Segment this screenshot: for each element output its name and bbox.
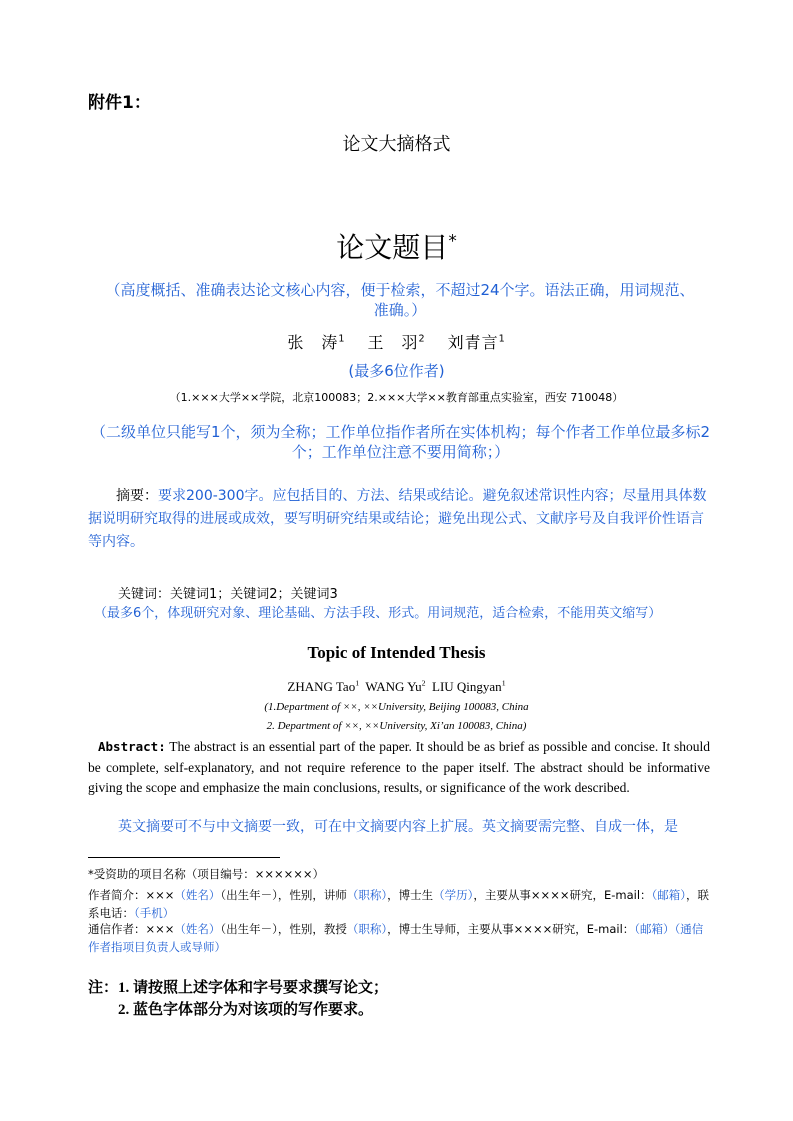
author-list xyxy=(0,330,793,353)
english-author-affil-mark: 2 xyxy=(421,678,426,688)
english-abstract-text: The abstract is an essential part of the paper. It should be as brief as possible and concise. It should be complete, self-explanatory, and not require reference to the paper itself. The abstract should be informative giving the scope and emphasize the main conclusions, results, or significance of the work described. xyxy=(88,739,710,795)
footnote-requirement: （职称） xyxy=(346,888,388,902)
footnote-text: ，联系电话： xyxy=(88,888,710,920)
note-line-1: 注：1. 请按照上述字体和字号要求撰写论文； xyxy=(88,980,389,996)
english-author-name: ZHANG Tao xyxy=(287,679,356,694)
abstract-requirement: 要求200-300字。应包括目的、方法、结果或结论。避免叙述常识性内容；尽量用具体数据说明研究取得的进展或成效，要写明研究结果或结论；避免出现公式、文献序号及自我评价性语言等内容。 xyxy=(88,488,707,550)
footnote-text: ，博士生导师，主要从事××××研究，E-mail： xyxy=(387,922,635,936)
footnote-requirement: （邮箱） xyxy=(651,888,687,902)
paper-title-text: 论文题目 xyxy=(336,231,449,264)
author-affil-mark: 1 xyxy=(498,333,506,345)
english-author-affil-mark: 1 xyxy=(501,678,506,688)
fund-footnote: *受资助的项目名称（项目编号：××××××） xyxy=(88,867,325,881)
english-affiliation-2: 2. Department of ××, ××University, Xi’an 100083, China) xyxy=(266,720,527,732)
footnote-text: 通信作者：××× xyxy=(88,922,175,936)
author-requirement-note: (最多6位作者) xyxy=(348,362,445,380)
author-affil-mark: 1 xyxy=(338,333,346,345)
author-intro-footnote xyxy=(88,886,713,922)
footnote-requirement: （职称） xyxy=(346,922,388,936)
english-author-list xyxy=(0,679,793,695)
footnote-requirement: （学历） xyxy=(433,888,474,902)
english-author-name: LIU Qingyan xyxy=(432,679,502,694)
english-affiliation-1: (1.Department of ××, ××University, Beijing 100083, China xyxy=(264,701,529,713)
keywords-label: 关键词： xyxy=(118,587,171,602)
footnote-text: （出生年－），性别，教授 xyxy=(220,922,347,936)
footnote-requirement: （姓名） xyxy=(174,922,221,936)
abstract-label: 摘要： xyxy=(116,488,158,504)
footnote-requirement: （通信作者指项目负责人或导师） xyxy=(88,922,704,954)
affiliation-line: （1.×××大学××学院，北京100083；2.×××大学××教育部重点实验室，西安 710048） xyxy=(169,391,624,404)
footnote-requirement: （邮箱） xyxy=(634,922,675,936)
footnote-requirement: （手机） xyxy=(134,906,175,920)
footnote-text: （出生年－），性别，讲师 xyxy=(220,888,347,902)
keywords-text: 关键词1；关键词2；关键词3 xyxy=(170,587,338,602)
author-affil-mark: 2 xyxy=(418,333,426,345)
footnote-text: ，博士生 xyxy=(387,888,434,902)
english-title: Topic of Intended Thesis xyxy=(307,643,486,662)
footnote-requirement: （姓名） xyxy=(174,888,221,902)
english-abstract-requirement-note: 英文摘要可不与中文摘要一致，可在中文摘要内容上扩展。英文摘要需完整、自成一体，是 xyxy=(118,819,678,835)
title-footnote-mark: * xyxy=(448,230,457,251)
paper-title xyxy=(0,226,793,266)
affiliation-requirement-note: （二级单位只能写1个，须为全称；工作单位指作者所在实体机构；每个作者工作单位最多标2个；工作单位注意不要用简称；） xyxy=(90,423,711,461)
footnote-text: ，主要从事××××研究，E-mail： xyxy=(473,888,652,902)
footnote-text: 作者简介：××× xyxy=(88,888,175,902)
attachment-label: 附件1： xyxy=(88,93,151,113)
english-author-affil-mark: 1 xyxy=(355,678,360,688)
chinese-abstract xyxy=(88,485,713,554)
english-author-name: WANG Yu xyxy=(365,679,422,694)
keywords-line xyxy=(118,583,338,602)
author-name: 刘青言 xyxy=(447,333,499,352)
english-abstract-label: Abstract: xyxy=(98,739,166,754)
keywords-requirement-note: （最多6个，体现研究对象、理论基础、方法手段、形式。用词规范，适合检索，不能用英文缩写） xyxy=(94,606,662,621)
title-requirement-note: （高度概括、准确表达论文核心内容，便于检索，不超过24个字。语法正确，用词规范、准确。） xyxy=(105,281,695,319)
author-name: 王 羽 xyxy=(367,333,419,352)
footnote-divider xyxy=(88,857,280,858)
format-title: 论文大摘格式 xyxy=(342,134,451,155)
note-line-2: 2. 蓝色字体部分为对该项的写作要求。 xyxy=(118,1002,374,1018)
author-name: 张 涛 xyxy=(287,333,339,352)
english-abstract xyxy=(88,737,710,799)
corresponding-author-footnote xyxy=(88,920,713,956)
